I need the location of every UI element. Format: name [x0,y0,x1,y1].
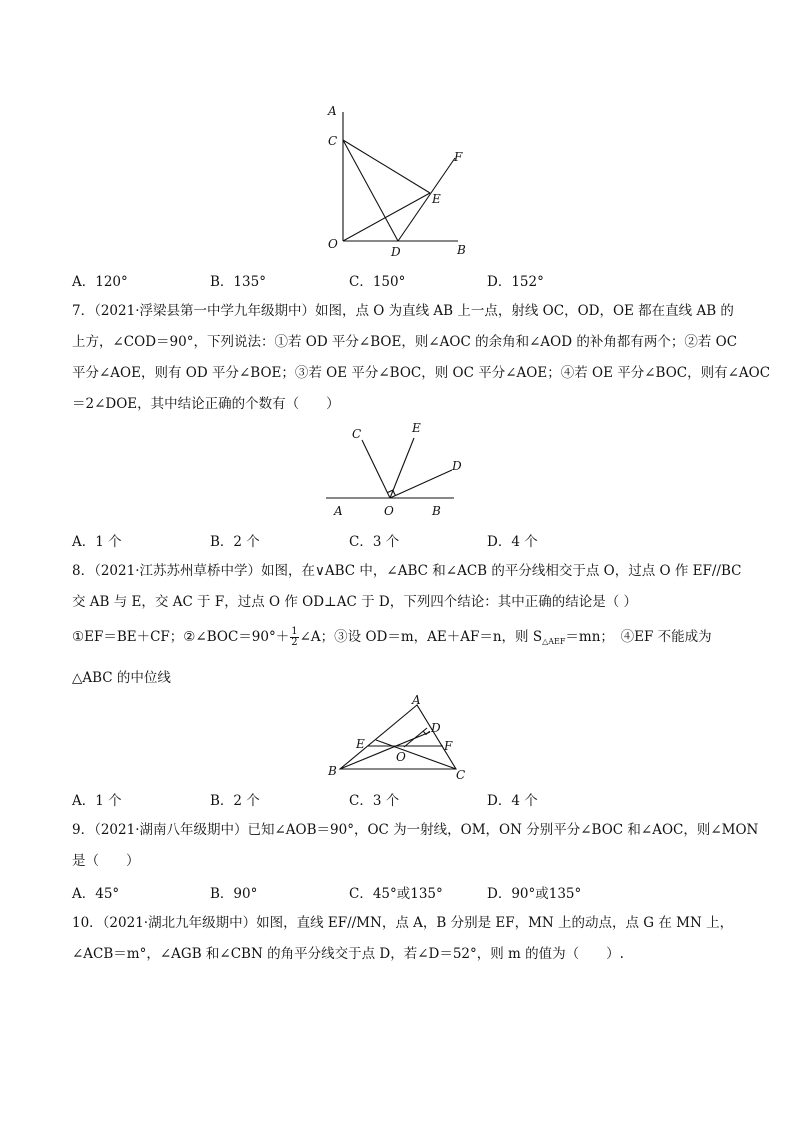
q6-figure [320,100,480,265]
q8-options [72,789,732,809]
q7-option-d[interactable]: D．4 个 [487,534,538,550]
q6-label-e: E [432,192,441,206]
q6-option-c[interactable]: C．150° [349,274,406,290]
q8-text-line-1: 8．（2021·江苏苏州草桥中学）如图，在∨ABC 中，∠ABC 和∠ACB 的平分线相交于点 O，过点 O 作 EF//BC [72,563,742,579]
q8-fraction-denominator: 2 [291,637,298,648]
q6-option-a[interactable]: A．120° [72,274,128,290]
q7-figure [320,418,460,520]
q8-label-f: F [444,739,453,753]
ray-df [398,158,455,241]
q8-label-a: A [412,693,421,707]
q6-option-b[interactable]: B．135° [210,274,266,290]
q8-option-b[interactable]: B．2 个 [210,793,260,809]
q9-option-c[interactable]: C．45°或135° [349,886,443,902]
q7-text-line-4: ＝2∠DOE，其中结论正确的个数有（ ） [72,396,340,412]
q7-option-a[interactable]: A．1 个 [72,534,122,550]
q7-text-line-2: 上方，∠COD＝90°，下列说法：①若 OD 平分∠BOE，则∠AOC 的余角和∠AOD 的补角都有两个；②若 OC [72,334,738,350]
q9-option-a[interactable]: A．45° [72,886,120,902]
q6-option-d[interactable]: D．152° [487,274,544,290]
q8-label-b: B [328,764,337,778]
q6-options [72,270,732,290]
q7-option-b[interactable]: B．2 个 [210,534,260,550]
q6-label-o: O [328,237,338,251]
q6-label-a: A [328,104,337,118]
q9-text-line-1: 9．（2021·湖南八年级期中）已知∠AOB＝90°，OC 为一射线，OM，ON 分别平分∠BOC 和∠AOC，则∠MON [72,822,759,838]
q8-label-e: E [356,737,365,751]
q8-text-line-4: △ABC 的中位线 [72,670,171,686]
q8-label-c: C [456,768,466,782]
q8-statement-part-1: ①EF＝BE＋CF；②∠BOC＝90°＋ [72,629,290,645]
q8-area-subscript: △AEF [542,637,566,646]
q7-label-b: B [432,504,441,518]
q7-option-c[interactable]: C．3 个 [349,534,400,550]
q8-fraction-numerator: 1 [291,626,298,637]
q8-label-o: O [396,750,406,764]
q9-options [72,882,732,902]
q7-label-c: C [352,427,362,441]
q8-option-c[interactable]: C．3 个 [349,793,400,809]
q8-fraction-one-half [290,627,298,648]
segment-oe [343,193,430,241]
q6-label-d: D [391,245,401,259]
q7-label-d: D [452,459,462,473]
q10-text-line-2: ∠ACB＝m°，∠AGB 和∠CBN 的角平分线交于点 D，若∠D＝52°，则 m 的值为（ ）. [72,946,624,962]
bisector-bo [340,732,430,769]
q6-label-b: B [457,243,466,257]
q8-text-line-3 [72,624,732,655]
q9-option-b[interactable]: B．90° [210,886,258,902]
ray-oc [362,440,390,498]
q9-text-line-2: 是（ ） [72,853,140,869]
q8-text-line-2: 交 AB 与 E，交 AC 于 F，过点 O 作 OD⊥AC 于 D，下列四个结论：其中正确的结论是（ ） [72,594,638,610]
q8-figure [320,693,470,782]
q8-statement-part-2: ∠A；③设 OD＝m，AE＋AF＝n，则 S [299,629,543,645]
q8-statement-part-3: ＝mn； ④EF 不能成为 [565,629,712,645]
q10-text-line-1: 10．（2021·湖北九年级期中）如图，直线 EF//MN，点 A，B 分别是 EF，MN 上的动点，点 G 在 MN 上， [72,915,734,931]
q8-option-d[interactable]: D．4 个 [487,793,538,809]
q7-label-o: O [384,504,394,518]
q7-text-line-1: 7．（2021·浮梁县第一中学九年级期中）如图，点 O 为直线 AB 上一点，射线 OC，OD，OE 都在直线 AB 的 [72,303,734,319]
q8-option-a[interactable]: A．1 个 [72,793,122,809]
q6-label-f: F [454,150,463,164]
segment-ce [343,140,430,193]
q7-label-a: A [334,504,343,518]
q6-label-c: C [328,134,338,148]
segment-od [404,728,427,747]
q7-text-line-3: 平分∠AOE，则有 OD 平分∠BOE；③若 OE 平分∠BOC，则 OC 平分∠AOE；④若 OE 平分∠BOC，则有∠AOC [72,365,771,381]
q8-label-d: D [431,721,441,735]
q7-label-e: E [412,421,421,435]
q9-option-d[interactable]: D．90°或135° [487,886,582,902]
q7-options [72,530,732,550]
